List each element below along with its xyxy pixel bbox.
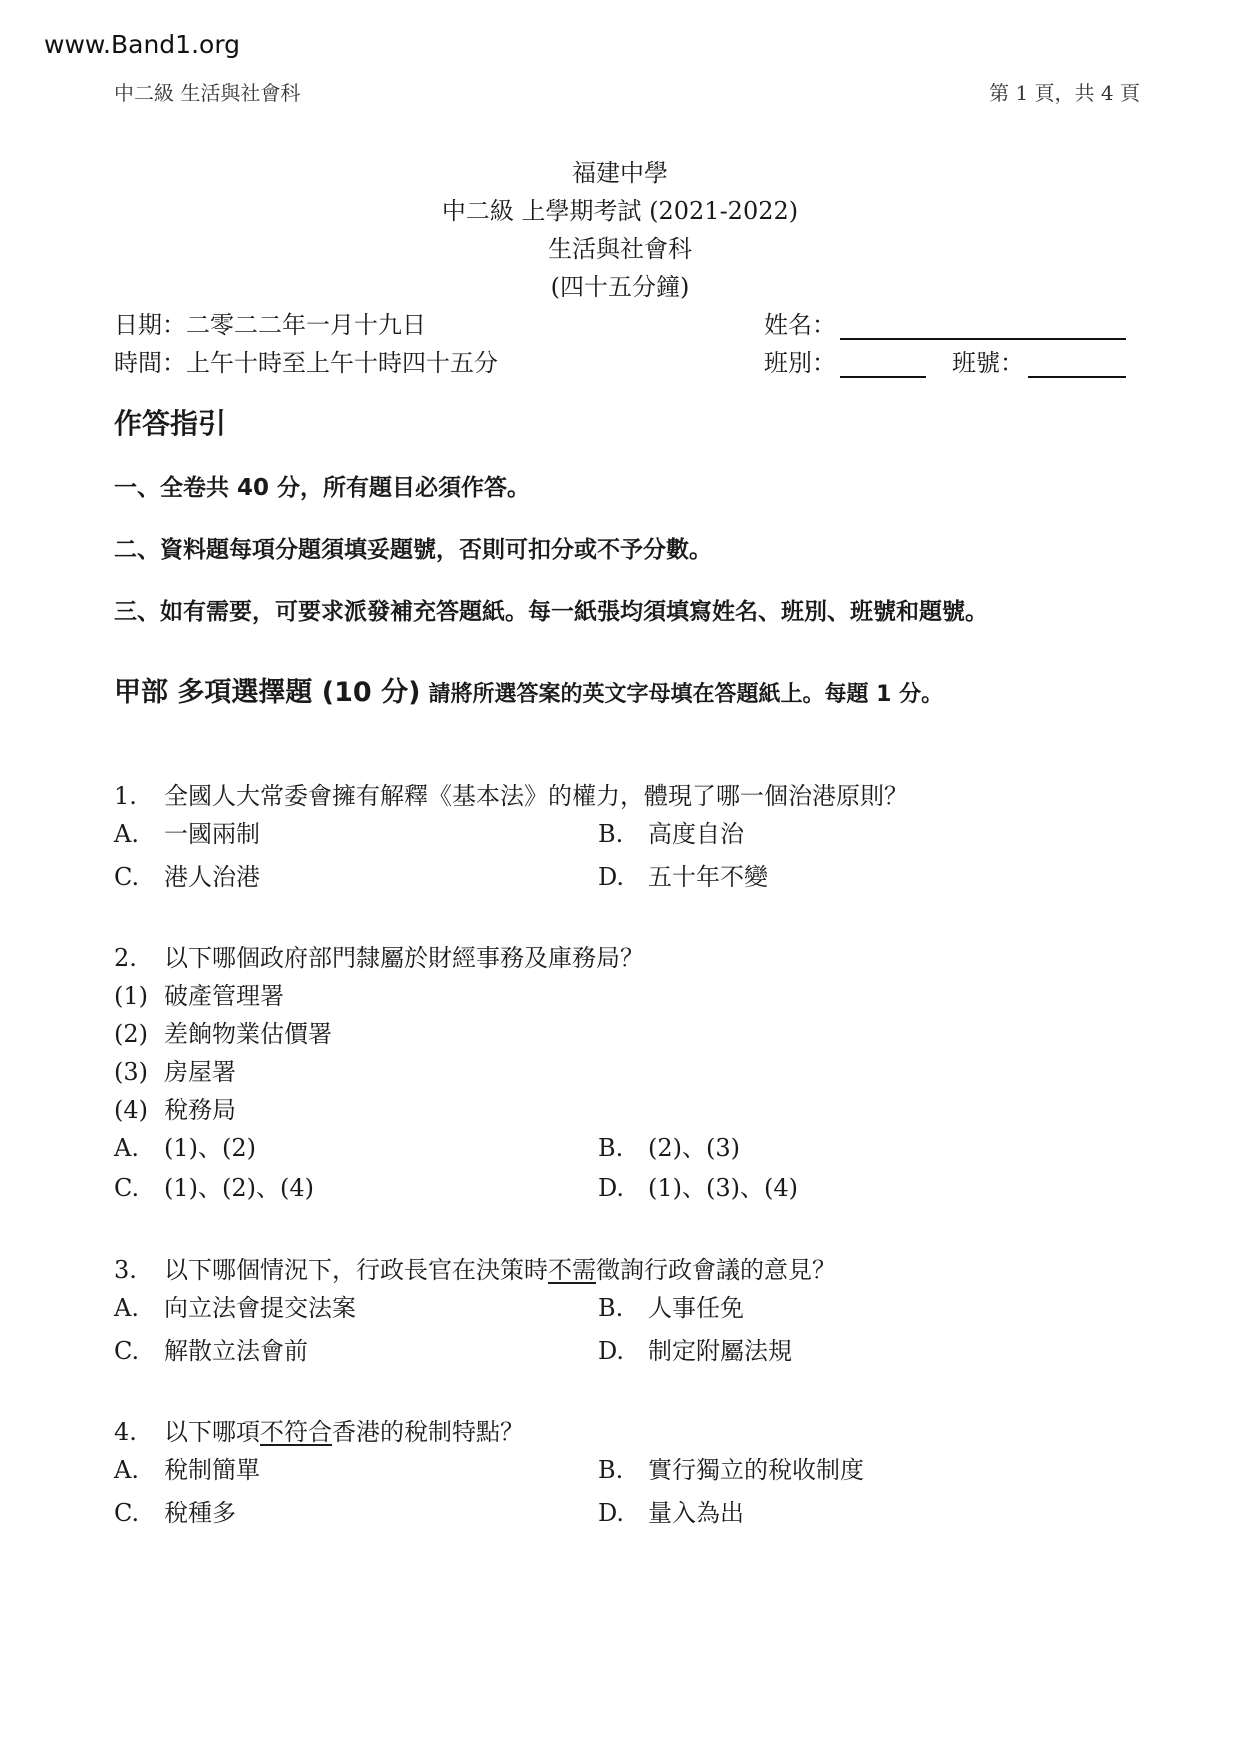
- q4-option-c[interactable]: [114, 1493, 236, 1528]
- option-text: 人事任免: [648, 1294, 744, 1322]
- question-text-end: 徵詢行政會議的意見？: [596, 1256, 836, 1284]
- question-number: 2.: [114, 944, 137, 972]
- q4-option-d[interactable]: [598, 1493, 744, 1528]
- option-text: (1)、(2): [164, 1134, 256, 1162]
- option-text: 港人治港: [164, 863, 260, 891]
- option-letter: A.: [114, 1294, 139, 1322]
- q1-option-a[interactable]: [114, 814, 260, 849]
- section-a-heading: [114, 670, 943, 709]
- item-text: 房屋署: [164, 1058, 236, 1086]
- option-text: 一國兩制: [164, 820, 260, 848]
- header-subject: 中二級 生活與社會科: [114, 81, 301, 105]
- question-number: 4.: [114, 1418, 137, 1446]
- option-text: 實行獨立的稅收制度: [648, 1456, 864, 1484]
- question-emphasis: 不需: [548, 1256, 596, 1284]
- q2-option-d[interactable]: [598, 1168, 798, 1203]
- option-text: (1)、(2)、(4): [164, 1174, 314, 1202]
- question-1: [114, 776, 908, 811]
- school-name: 福建中學: [572, 159, 668, 187]
- option-letter: A.: [114, 820, 139, 848]
- question-text: 全國人大常委會擁有解釋《基本法》的權力，體現了哪一個治港原則？: [164, 782, 908, 810]
- option-text: 高度自治: [648, 820, 744, 848]
- exam-time: 時間：上午十時至上午十時四十五分: [114, 349, 498, 377]
- item-label: (2): [114, 1020, 148, 1048]
- q4-option-b[interactable]: [598, 1450, 864, 1485]
- name-label: 姓名：: [764, 311, 836, 339]
- question-number: 1.: [114, 782, 137, 810]
- item-text: 稅務局: [164, 1096, 236, 1124]
- option-letter: D.: [598, 1499, 625, 1527]
- option-letter: C.: [114, 1337, 140, 1365]
- option-letter: C.: [114, 1499, 140, 1527]
- question-4: [114, 1412, 524, 1447]
- question-text: 以下哪項: [164, 1418, 260, 1446]
- question-text-end: 香港的稅制特點？: [332, 1418, 524, 1446]
- option-letter: D.: [598, 1337, 625, 1365]
- classno-field[interactable]: [952, 343, 1126, 378]
- item-text: 差餉物業估價署: [164, 1020, 332, 1048]
- question-number: 3.: [114, 1256, 137, 1284]
- name-blank[interactable]: [840, 314, 1126, 340]
- subject-title: 生活與社會科: [548, 235, 692, 263]
- q2-option-a[interactable]: [114, 1128, 256, 1163]
- class-field[interactable]: [764, 343, 926, 378]
- item-label: (3): [114, 1058, 148, 1086]
- item-label: (1): [114, 982, 148, 1010]
- classno-blank[interactable]: [1028, 352, 1126, 378]
- exam-duration: (四十五分鐘): [550, 273, 690, 301]
- section-a-note: 請將所選答案的英文字母填在答題紙上。每題 1 分。: [428, 682, 944, 707]
- q1-option-d[interactable]: [598, 857, 768, 892]
- q3-option-a[interactable]: [114, 1288, 356, 1323]
- option-letter: C.: [114, 863, 140, 891]
- item-label: (4): [114, 1096, 148, 1124]
- q1-option-b[interactable]: [598, 814, 744, 849]
- exam-date: 日期：二零二二年一月十九日: [114, 311, 426, 339]
- option-text: 解散立法會前: [164, 1337, 308, 1365]
- option-text: (1)、(3)、(4): [648, 1174, 798, 1202]
- q2-option-b[interactable]: [598, 1128, 740, 1163]
- instructions-heading: 作答指引: [114, 407, 227, 440]
- q1-option-c[interactable]: [114, 857, 260, 892]
- name-field[interactable]: [764, 305, 1126, 340]
- option-text: 量入為出: [648, 1499, 744, 1527]
- question-2: [114, 938, 644, 973]
- option-letter: B.: [598, 1456, 624, 1484]
- site-url: www.Band1.org: [44, 30, 241, 59]
- option-letter: D.: [598, 863, 625, 891]
- option-letter: B.: [598, 1134, 624, 1162]
- question-emphasis: 不符合: [260, 1418, 332, 1446]
- option-letter: B.: [598, 820, 624, 848]
- option-letter: D.: [598, 1174, 625, 1202]
- section-a-title: 甲部 多項選擇題 (10 分): [114, 677, 421, 708]
- option-letter: B.: [598, 1294, 624, 1322]
- q2-option-c[interactable]: [114, 1168, 314, 1203]
- q2-item-2: [114, 1014, 332, 1049]
- instruction-rule-3: 三、如有需要，可要求派發補充答題紙。每一紙張均須填寫姓名、班別、班號和題號。: [114, 599, 988, 625]
- item-text: 破產管理署: [164, 982, 284, 1010]
- header-page-number: 第 1 頁，共 4 頁: [989, 81, 1140, 105]
- q2-item-1: [114, 976, 284, 1011]
- class-label: 班別：: [764, 349, 836, 377]
- question-text: 以下哪個政府部門隸屬於財經事務及庫務局？: [164, 944, 644, 972]
- option-text: 制定附屬法規: [648, 1337, 792, 1365]
- question-text: 以下哪個情況下，行政長官在決策時: [164, 1256, 548, 1284]
- option-text: 稅種多: [164, 1499, 236, 1527]
- option-text: (2)、(3): [648, 1134, 740, 1162]
- q4-option-a[interactable]: [114, 1450, 260, 1485]
- option-letter: C.: [114, 1174, 140, 1202]
- option-text: 稅制簡單: [164, 1456, 260, 1484]
- instruction-rule-1: 一、全卷共 40 分，所有題目必須作答。: [114, 475, 531, 501]
- classno-label: 班號：: [952, 349, 1024, 377]
- q2-item-3: [114, 1052, 236, 1087]
- q3-option-c[interactable]: [114, 1331, 308, 1366]
- exam-title: 中二級 上學期考試 (2021-2022): [441, 197, 799, 225]
- q3-option-d[interactable]: [598, 1331, 792, 1366]
- q2-item-4: [114, 1090, 236, 1125]
- q3-option-b[interactable]: [598, 1288, 744, 1323]
- option-letter: A.: [114, 1134, 139, 1162]
- option-text: 向立法會提交法案: [164, 1294, 356, 1322]
- instruction-rule-2: 二、資料題每項分題須填妥題號，否則可扣分或不予分數。: [114, 537, 712, 563]
- option-text: 五十年不變: [648, 863, 768, 891]
- option-letter: A.: [114, 1456, 139, 1484]
- class-blank[interactable]: [840, 352, 926, 378]
- question-3: [114, 1250, 836, 1285]
